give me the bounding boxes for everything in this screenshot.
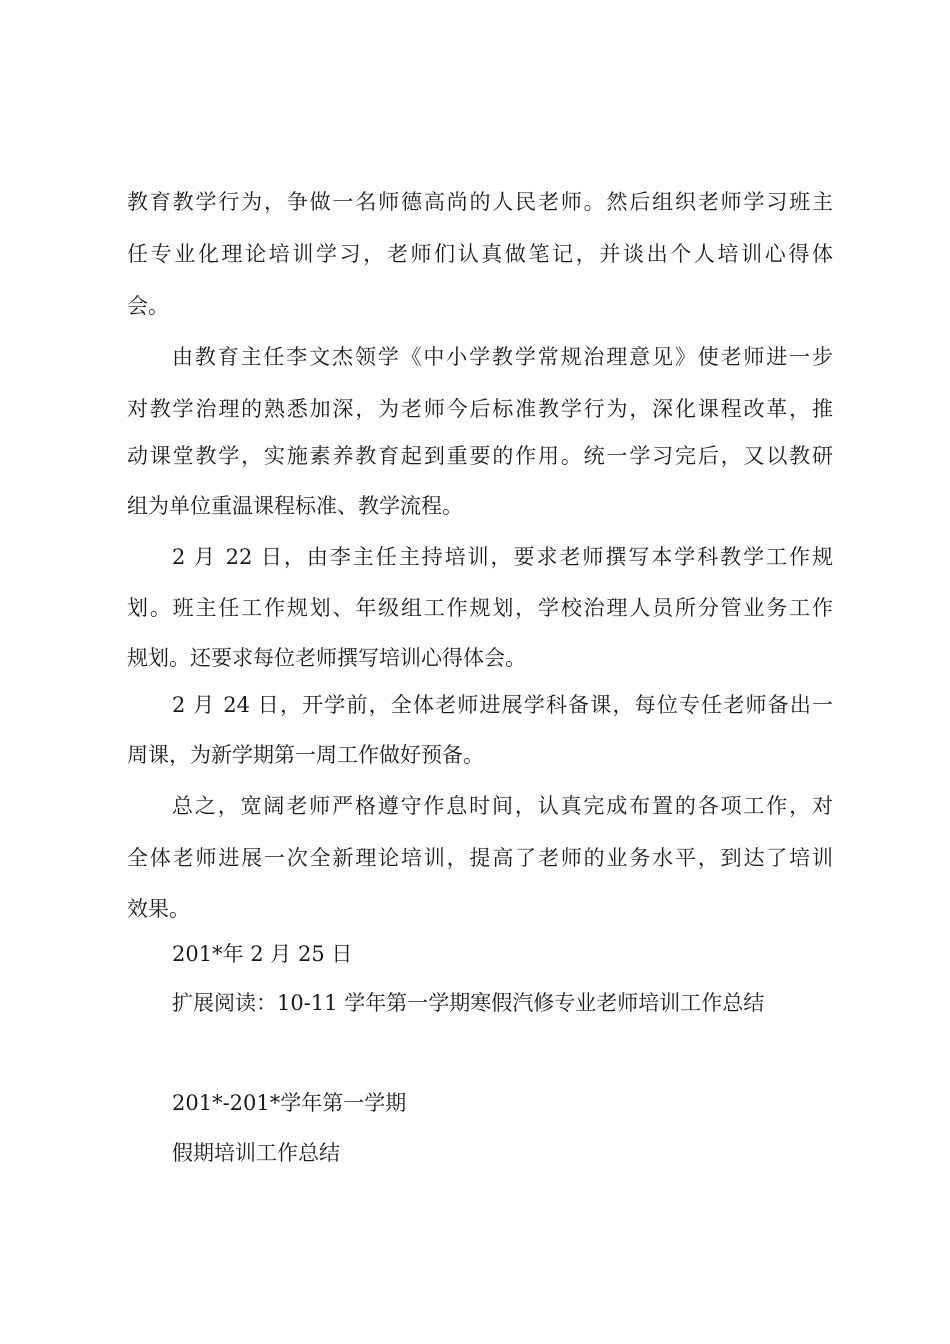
paragraph-5-line-2: 全体老师进展一次全新理论培训，提高了老师的业务水平，到达了培训 — [127, 846, 833, 870]
paragraph-2-line-2: 对教学治理的熟悉加深，为老师今后标准教学行为，深化课程改革，推 — [127, 397, 833, 421]
document-date: 201*年 2 月 25 日 — [172, 942, 353, 966]
paragraph-1-line-1: 教育教学行为，争做一名师德高尚的人民老师。然后组织老师学习班主 — [127, 190, 833, 214]
paragraph-4-line-1: 2 月 24 日，开学前，全体老师进展学科备课，每位专任老师备出一 — [172, 693, 833, 717]
extended-reading-title: 扩展阅读：10-11 学年第一学期寒假汽修专业老师培训工作总结 — [172, 991, 765, 1015]
paragraph-5-line-1: 总之，宽阔老师严格遵守作息时间，认真完成布置的各项工作，对 — [172, 794, 833, 818]
paragraph-1-line-3: 会。 — [127, 294, 169, 318]
term-heading: 201*-201*学年第一学期 — [172, 1091, 407, 1115]
paragraph-3-line-3: 规划。还要求每位老师撰写培训心得体会。 — [127, 646, 526, 670]
paragraph-2-line-3: 动课堂教学，实施素养教育起到重要的作用。统一学习完后，又以教研 — [127, 444, 833, 468]
paragraph-2-line-1: 由教育主任李文杰领学《中小学教学常规治理意见》使老师进一步 — [172, 345, 833, 369]
paragraph-2-line-4: 组为单位重温课程标准、教学流程。 — [127, 494, 463, 518]
paragraph-5-line-3: 效果。 — [127, 897, 190, 921]
paragraph-1-line-2: 任专业化理论培训学习，老师们认真做笔记，并谈出个人培训心得体 — [127, 242, 833, 266]
paragraph-4-line-2: 周课，为新学期第一周工作做好预备。 — [127, 743, 484, 767]
paragraph-3-line-1: 2 月 22 日，由李主任主持培训，要求老师撰写本学科教学工作规 — [172, 545, 833, 569]
paragraph-3-line-2: 划。班主任工作规划、年级组工作规划，学校治理人员所分管业务工作 — [127, 596, 833, 620]
summary-title: 假期培训工作总结 — [172, 1141, 340, 1165]
